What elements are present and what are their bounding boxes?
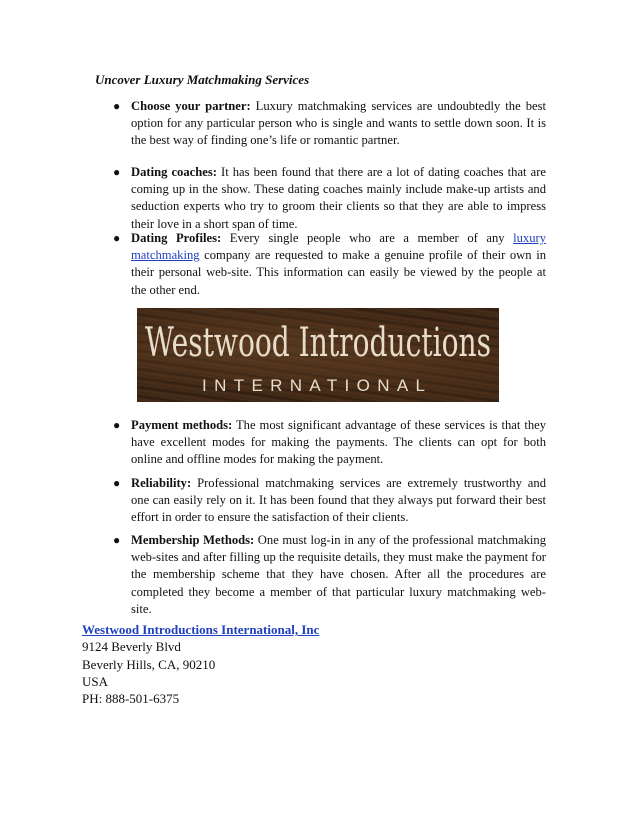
item-text: It has been found that there are a lot of dating coaches that are coming up in the show. These dating coaches mainly include make-up artists and seduction experts who try to groom their clients so that they are able to impress their love in a short span of time. (131, 165, 546, 231)
phone-number: PH: 888-501-6375 (82, 691, 180, 707)
bullet-icon: ● (113, 418, 121, 432)
item-term: Dating coaches: (131, 165, 217, 179)
item-term: Reliability: (131, 476, 192, 490)
luxury-matchmaking-link[interactable]: luxury matchmaking (131, 231, 547, 263)
list-item (113, 98, 546, 150)
address-city: Beverly Hills, CA, 90210 (82, 656, 216, 672)
page-title: Uncover Luxury Matchmaking Services (95, 72, 310, 87)
address-country: USA (82, 673, 109, 689)
item-text: Luxury matchmaking services are undoubtedly the best option for any particular person who is single and wants to settle down soon. It is the best way of finding one’s life or romantic partner. (131, 99, 546, 148)
item-text-before: Every single people who are a member of any (221, 231, 514, 245)
item-text: Professional matchmaking services are extremely trustworthy and one can easily rely on it. It has been found that they always put forward their best effort in order to ensure the satisfaction of their clients. (131, 476, 546, 525)
list-item (113, 417, 547, 469)
company-link[interactable]: Westwood Introductions International, Inc (82, 622, 320, 637)
westwood-logo (137, 308, 499, 402)
list-item (113, 475, 546, 527)
item-term: Membership Methods: (131, 533, 255, 547)
bullet-icon: ● (113, 99, 121, 113)
logo-main-text: Westwood Introductions (145, 320, 491, 366)
item-text: The most significant advantage of these services is that they have excellent modes for making the payments. The clients can opt for both online and offline modes for making the payment. (131, 418, 547, 467)
bullet-icon: ● (113, 476, 121, 490)
bullet-icon: ● (113, 533, 121, 547)
list-item (113, 164, 546, 233)
item-term: Payment methods: (131, 418, 233, 432)
item-text-after: company are requested to make a genuine profile of their own in their personal web-site. This information can easily be viewed by the people at the other end. (131, 248, 546, 297)
contact-block (82, 621, 319, 707)
bullet-icon: ● (113, 165, 121, 179)
item-term: Dating Profiles: (131, 231, 222, 245)
item-term: Choose your partner: (131, 99, 251, 113)
logo-sub-text: INTERNATIONAL (202, 376, 434, 395)
list-item (113, 230, 547, 299)
item-text: One must log-in in any of the professional matchmaking web-sites and after filling up the requisite details, they must make the payment for the membership scheme that they have chosen. After all the procedures are completed they become a member of that particular luxury matchmaking web-site. (131, 533, 546, 616)
logo-graphic (137, 308, 499, 402)
list-item (113, 532, 546, 618)
bullet-icon: ● (113, 231, 121, 245)
address-street: 9124 Beverly Blvd (82, 639, 181, 655)
